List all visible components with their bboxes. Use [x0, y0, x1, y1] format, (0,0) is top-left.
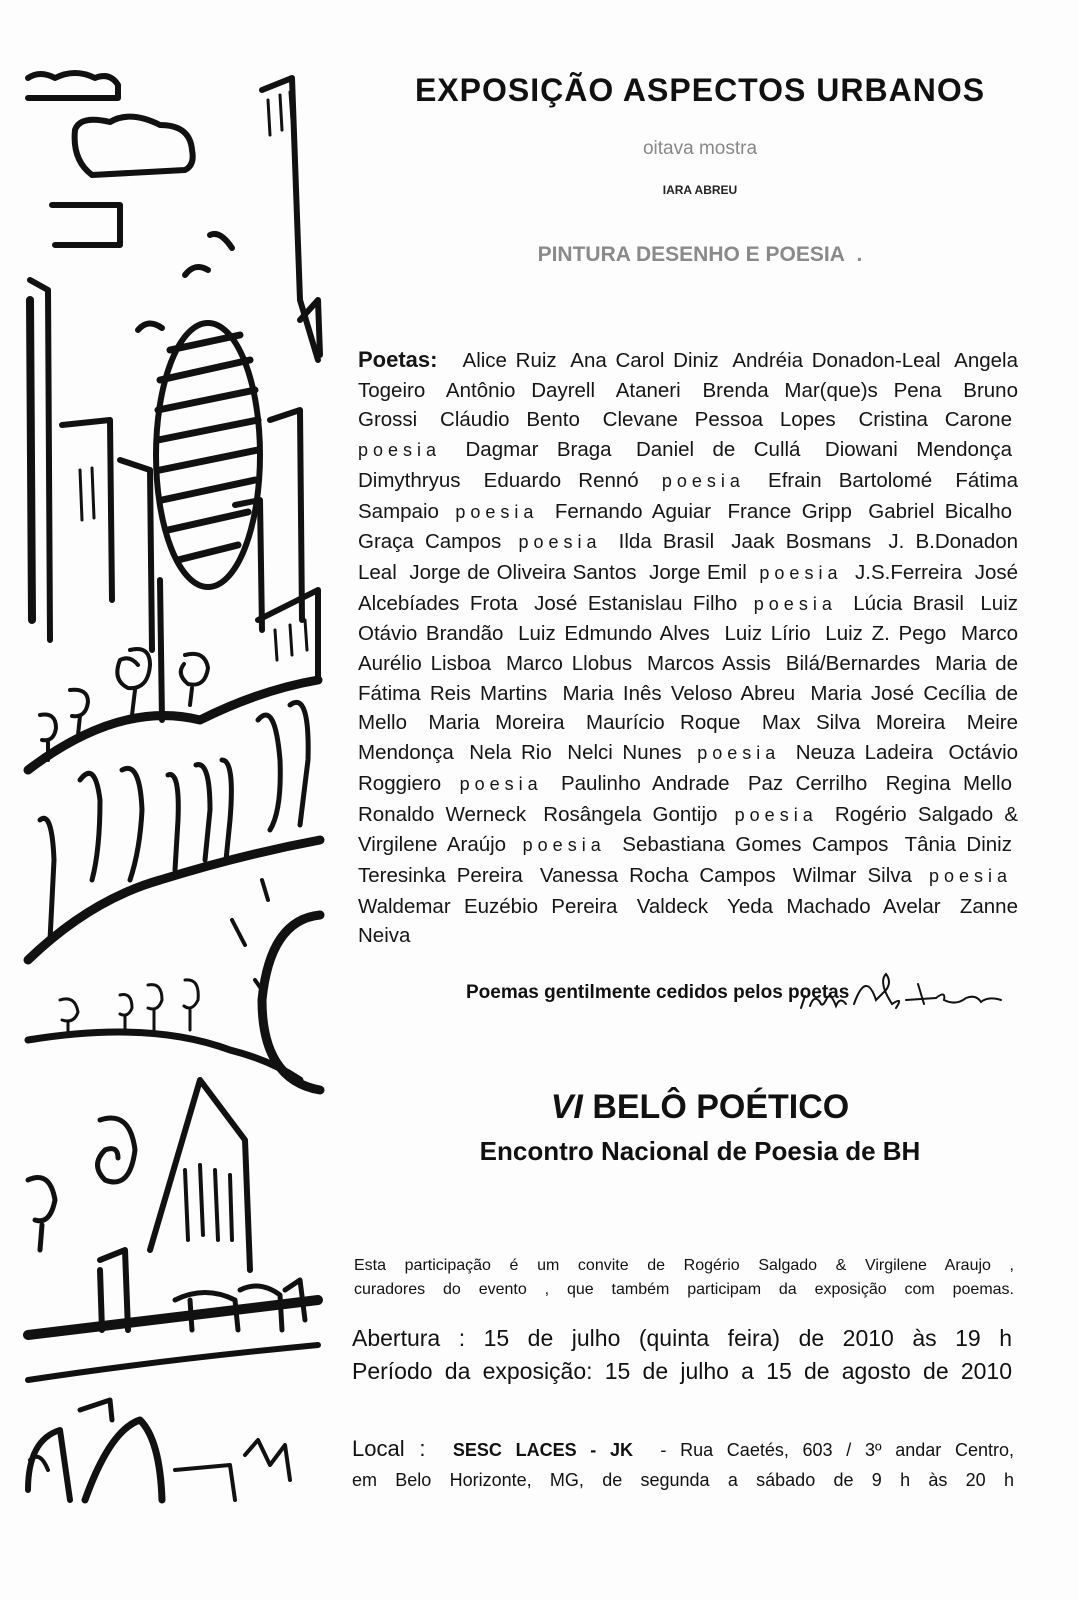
cloud-top-left — [28, 73, 118, 98]
poesia-marker: poesia — [522, 835, 606, 856]
poet-name: Bilá/Bernardes — [785, 652, 921, 676]
poets-list — [358, 345, 1018, 951]
poet-name: Ronaldo Werneck — [358, 802, 527, 826]
poet-name: Rosângela Gontijo — [543, 802, 718, 826]
poesia-marker: poesia — [734, 804, 818, 825]
poet-name: Fátima Sampaio — [358, 468, 1018, 523]
poets-label: Poetas: — [358, 347, 438, 372]
dates-block — [352, 1322, 1012, 1388]
location-line-2: em Belo Horizonte, MG, de segunda a sábado de 9 h às 20 h — [352, 1470, 1014, 1490]
poet-name: Wilmar Silva — [792, 863, 912, 887]
cloud-small — [52, 205, 120, 245]
poet-name: France Gripp — [727, 499, 852, 523]
poet-name: Clevane Pessoa Lopes — [602, 408, 836, 432]
poet-name: Jorge Emil — [649, 560, 747, 584]
poesia-marker: poesia — [459, 773, 543, 794]
poet-name: Angela Togeiro — [358, 349, 1018, 402]
poet-name: Maria de Fátima Reis Martins — [358, 652, 1019, 705]
poet-name: Alice Ruiz — [462, 349, 557, 372]
poet-name: José Estanislau Filho — [534, 591, 738, 615]
poesia-marker: poesia — [759, 562, 843, 583]
invitation-line-2: curadores do evento , que também participam da exposição com poemas. — [354, 1281, 1014, 1298]
courtesy-note: Poemas gentilmente cedidos pelos poetas — [466, 982, 850, 1003]
poet-name: Zanne Neiva — [358, 894, 1018, 948]
poet-name: Marcos Assis — [647, 652, 771, 676]
poet-name: Jorge de Oliveira Santos — [409, 560, 637, 584]
poet-name: Marco Llobus — [505, 652, 633, 676]
opening-date: Abertura : 15 de julho (quinta feira) de 2010 às 19 h — [352, 1325, 1012, 1351]
poet-name: Maria José Cecília de Mello — [358, 681, 1018, 735]
exhibition-title: EXPOSIÇÃO ASPECTOS URBANOS — [414, 72, 986, 108]
poet-name: Marco Aurélio Lisboa — [358, 622, 1018, 676]
location-block — [352, 1434, 1014, 1495]
poet-name: Fernando Aguiar — [554, 499, 712, 523]
poesia-marker: poesia — [518, 532, 602, 553]
poet-name: Jaak Bosmans — [731, 530, 872, 554]
poesia-marker: poesia — [697, 743, 781, 764]
poet-name: Cláudio Bento — [440, 408, 580, 432]
genres-line — [350, 243, 1050, 267]
venue-address: - Rua Caetés, 603 / 3º andar Centro, — [660, 1440, 1014, 1460]
poet-name: Tânia Diniz — [904, 833, 1012, 857]
venue-name: SESC LACES - JK — [452, 1440, 634, 1460]
poet-name: Antônio Dayrell — [445, 378, 596, 402]
location-label: Local : — [352, 1436, 426, 1461]
poet-name: Waldemar Euzébio Pereira — [358, 894, 618, 918]
event-name: BELÔ POÉTICO — [592, 1088, 850, 1126]
poet-name: Lúcia Brasil — [853, 591, 964, 615]
poet-name: Paz Cerrilho — [747, 771, 868, 795]
poet-name: Diowani Mendonça — [824, 438, 1012, 462]
poet-name: Octávio Roggiero — [358, 741, 1019, 795]
event-edition: VI — [550, 1088, 583, 1126]
poet-name: Dagmar Braga — [465, 438, 612, 462]
poet-name: Dimythryus — [358, 468, 461, 492]
poet-name: Sebastiana Gomes Campos — [622, 833, 889, 857]
poet-name: Andréia Donadon-Leal — [732, 349, 941, 372]
poet-name: J. B.Donadon Leal — [358, 530, 1019, 584]
exhibition-period: Período da exposição: 15 de julho a 15 de agosto de 2010 — [352, 1358, 1012, 1384]
poet-name: Max Silva Moreira — [761, 711, 946, 735]
genres-dot: . — [856, 243, 863, 266]
poet-name: Graça Campos — [358, 530, 502, 554]
hill-3 — [28, 1032, 300, 1080]
poet-name: Teresinka Pereira — [358, 863, 523, 887]
poet-name: Bruno Grossi — [358, 378, 1018, 432]
poet-name: Ataneri — [615, 378, 681, 402]
poesia-marker: poesia — [358, 440, 442, 461]
bird-2 — [185, 267, 208, 275]
bird-1 — [210, 234, 232, 248]
poet-name: Nelci Nunes — [567, 741, 682, 765]
poet-name: Valdeck — [636, 894, 709, 918]
poet-name: Luiz Lírio — [724, 622, 811, 646]
poesia-marker: poesia — [455, 501, 539, 522]
poet-name: J.S.Ferreira — [855, 560, 963, 584]
poet-name: Maria Inês Veloso Abreu — [562, 681, 796, 705]
poet-entries — [358, 349, 1018, 947]
poet-name: Luiz Otávio Brandão — [358, 591, 1019, 646]
invitation-line-1: Esta participação é um convite de Rogério Salgado & Virgilene Araujo , — [354, 1257, 1014, 1274]
cloud-right — [75, 117, 193, 175]
poet-name: Gabriel Bicalho — [868, 499, 1013, 523]
poet-name: Efrain Bartolomé — [768, 468, 933, 492]
artist-name: IARA ABREU — [662, 183, 738, 197]
poet-name: Maurício Roque — [586, 711, 741, 735]
poet-name: Daniel de Cullá — [635, 438, 801, 462]
poet-name: Neuza Ladeira — [795, 741, 933, 765]
exhibition-subtitle: oitava mostra — [642, 138, 758, 159]
poesia-marker: poesia — [928, 865, 1012, 886]
poster-text — [340, 0, 1079, 1600]
poet-name: Rogério Salgado & Virgilene Araújo — [358, 802, 1018, 857]
poet-name: Ilda Brasil — [618, 530, 715, 554]
event-subtitle: Encontro Nacional de Poesia de BH — [479, 1136, 921, 1166]
location-line-1 — [352, 1434, 1014, 1465]
poet-name: Nela Rio — [469, 741, 552, 765]
street — [28, 1300, 318, 1335]
event-title — [350, 1088, 1050, 1127]
poet-name: Yeda Machado Avelar — [727, 894, 941, 918]
poet-name: Vanessa Rocha Campos — [539, 863, 776, 887]
poesia-marker: poesia — [753, 593, 837, 614]
poet-name: Luiz Z. Pego — [825, 622, 947, 646]
poet-name: Meire Mendonça — [358, 711, 1019, 765]
poet-name: Regina Mello — [885, 771, 1012, 795]
poet-name: Cristina Carone — [858, 408, 1012, 432]
genres-text: PINTURA DESENHO E POESIA — [537, 243, 845, 266]
poet-name: Brenda Mar(que)s Pena — [702, 378, 942, 402]
city-illustration — [0, 0, 340, 1600]
poet-name: Maria Moreira — [428, 711, 565, 735]
poesia-marker: poesia — [661, 470, 745, 491]
poet-name: Luiz Edmundo Alves — [518, 622, 710, 646]
poet-name: José Alcebíades Frota — [358, 560, 1019, 615]
poet-name: Paulinho Andrade — [560, 771, 730, 795]
invitation-text — [354, 1254, 1014, 1302]
poet-name: Ana Carol Diniz — [570, 349, 719, 372]
bird-3 — [138, 323, 162, 330]
poet-name: Eduardo Rennó — [483, 468, 639, 492]
